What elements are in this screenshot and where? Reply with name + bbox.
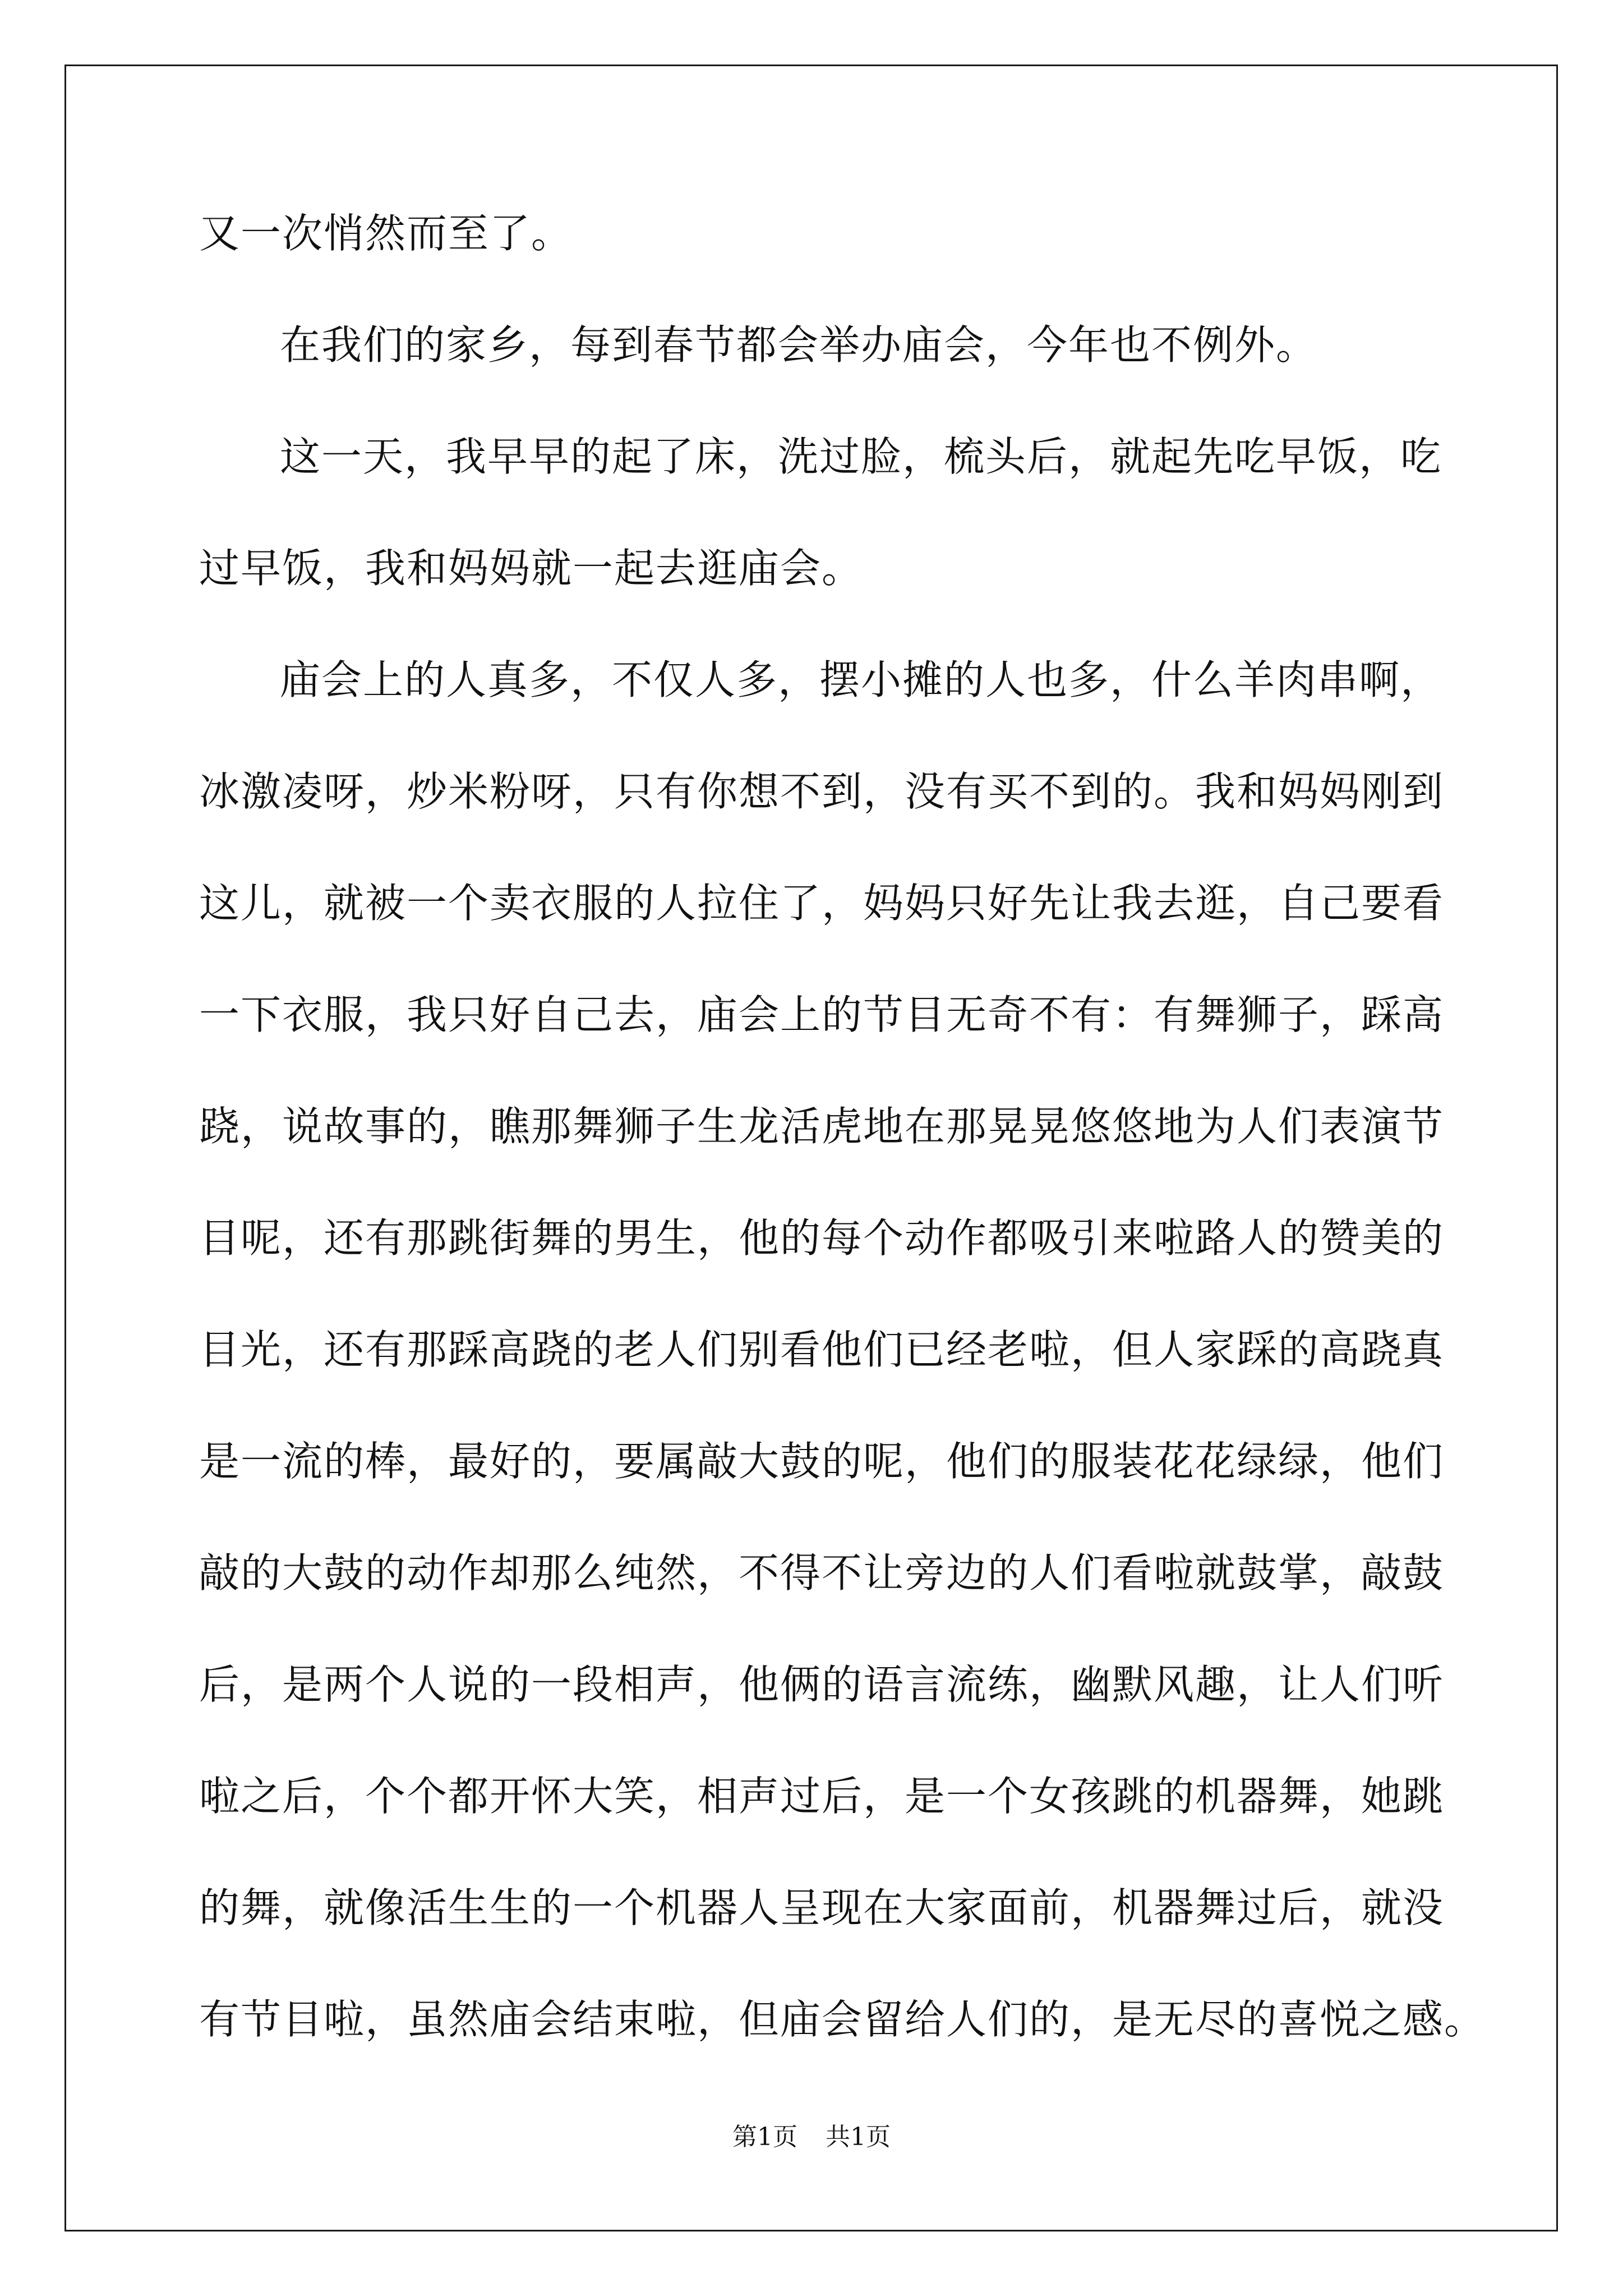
text-line: 的舞，就像活生生的一个机器人呈现在大家面前，机器舞过后，就没 [199,1884,1445,1931]
text-line: 后，是两个人说的一段相声，他俩的语言流练，幽默风趣，让人们听 [199,1661,1445,1708]
paragraph-start-line: 这一天，我早早的起了床，洗过脸，梳头后，就起先吃早饭，吃 [280,433,1442,480]
text-line: 有节目啦，虽然庙会结束啦，但庙会留给人们的，是无尽的喜悦之感。 [199,1996,1486,2043]
text-line: 目光，还有那踩高跷的老人们别看他们已经老啦，但人家踩的高跷真 [199,1326,1445,1373]
page-number: 第1页 [732,2123,797,2151]
total-pages: 共1页 [826,2123,891,2151]
text-line: 啦之后，个个都开怀大笑，相声过后，是一个女孩跳的机器舞，她跳 [199,1773,1445,1820]
text-line: 又一次悄然而至了。 [199,210,573,257]
text-line: 冰激凌呀，炒米粉呀，只有你想不到，没有买不到的。我和妈妈刚到 [199,768,1445,815]
text-line: 目呢，还有那跳街舞的男生，他的每个动作都吸引来啦路人的赞美的 [199,1214,1445,1262]
text-line: 一下衣服，我只好自己去，庙会上的节目无奇不有：有舞狮子，踩高 [199,991,1445,1038]
text-line: 敲的大鼓的动作却那么纯然，不得不让旁边的人们看啦就鼓掌，敲鼓 [199,1549,1445,1596]
page-footer [0,2120,1623,2154]
paragraph-start-line: 在我们的家乡，每到春节都会举办庙会，今年也不例外。 [280,321,1318,369]
paragraph-start-line: 庙会上的人真多，不仅人多，摆小摊的人也多，什么羊肉串啊， [280,656,1442,703]
text-line: 这儿，就被一个卖衣服的人拉住了，妈妈只好先让我去逛，自己要看 [199,880,1445,927]
text-line: 跷，说故事的，瞧那舞狮子生龙活虎地在那晃晃悠悠地为人们表演节 [199,1103,1445,1150]
text-line: 是一流的棒，最好的，要属敲大鼓的呢，他们的服装花花绿绿，他们 [199,1438,1445,1485]
text-line: 过早饭，我和妈妈就一起去逛庙会。 [199,545,864,592]
